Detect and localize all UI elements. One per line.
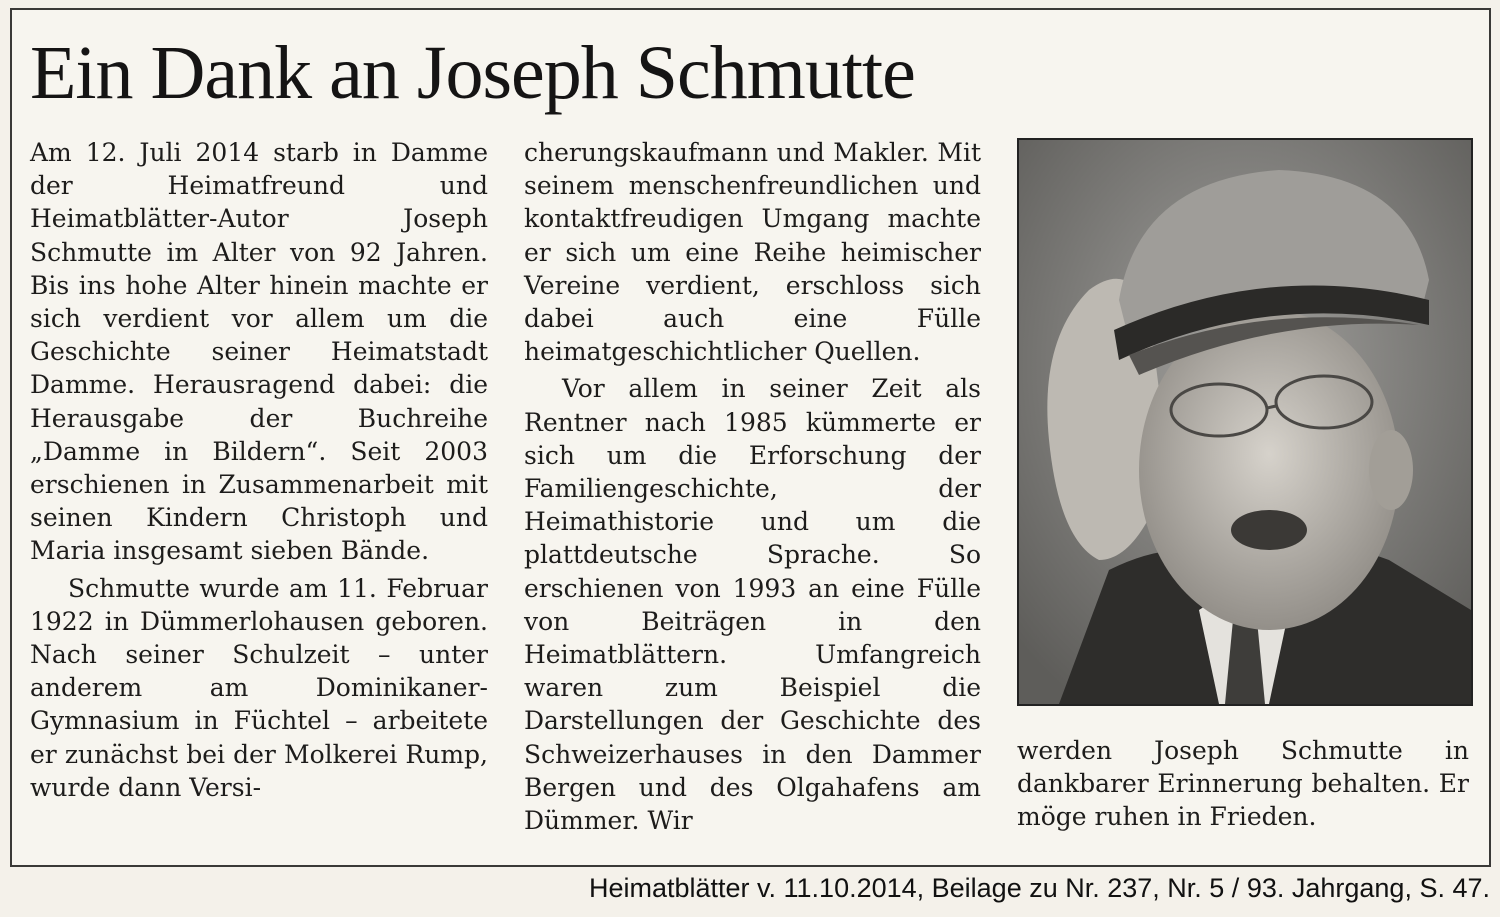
article-column-3 xyxy=(1017,734,1469,834)
article-headline: Ein Dank an Joseph Schmutte xyxy=(30,31,915,115)
paragraph: werden Joseph Schmutte in dankbarer Erinnerung behalten. Er möge ruhen in Frieden. xyxy=(1017,736,1469,832)
paragraph: Am 12. Juli 2014 starb in Damme der Heimatfreund und Heimatblätter-Autor Joseph Schmutte im Alter von 92 Jahren. Bis ins hohe Alter hinein machte er sich verdient vor allem um die Geschichte seiner Heimatstadt Damme. Herausragend dabei: die Herausgabe der Buchreihe „Damme in Bildern“. Seit 2003 erschienen in Zusammenarbeit mit seinen Kindern Christoph und Maria insgesamt sieben Bände. xyxy=(30,138,488,566)
source-caption: Heimatblätter v. 11.10.2014, Beilage zu Nr. 237, Nr. 5 / 93. Jahrgang, S. 47. xyxy=(588,873,1490,903)
article-column-2 xyxy=(524,136,981,837)
portrait-photo xyxy=(1017,138,1473,706)
paragraph: Schmutte wurde am 11. Februar 1922 in Dümmerlohausen geboren. Nach seiner Schulzeit – unter anderem am Dominikaner-Gymnasium in Füchtel – arbeitete er zunächst bei der Molkerei Rump, wurde dann Versi- xyxy=(30,573,488,802)
portrait-illustration xyxy=(1019,140,1471,704)
paragraph: Vor allem in seiner Zeit als Rentner nach 1985 kümmerte er sich um die Erforschung der Familiengeschichte, der Heimathistorie und um die plattdeutsche Sprache. So erschienen von 1993 an eine Fülle von Beiträgen in den Heimatblättern. Umfangreich waren zum Beispiel die Darstellungen der Geschichte des Schweizerhauses in den Dammer Bergen und des Olgahafens am Dümmer. Wir xyxy=(524,374,981,836)
paragraph: cherungskaufmann und Makler. Mit seinem menschenfreundlichen und kontaktfreudigen Umgang machte er sich um eine Reihe heimischer Vereine verdient, erschloss sich dabei auch eine Fülle heimatgeschichtlicher Quellen. xyxy=(524,138,981,367)
article-column-1 xyxy=(30,136,488,804)
